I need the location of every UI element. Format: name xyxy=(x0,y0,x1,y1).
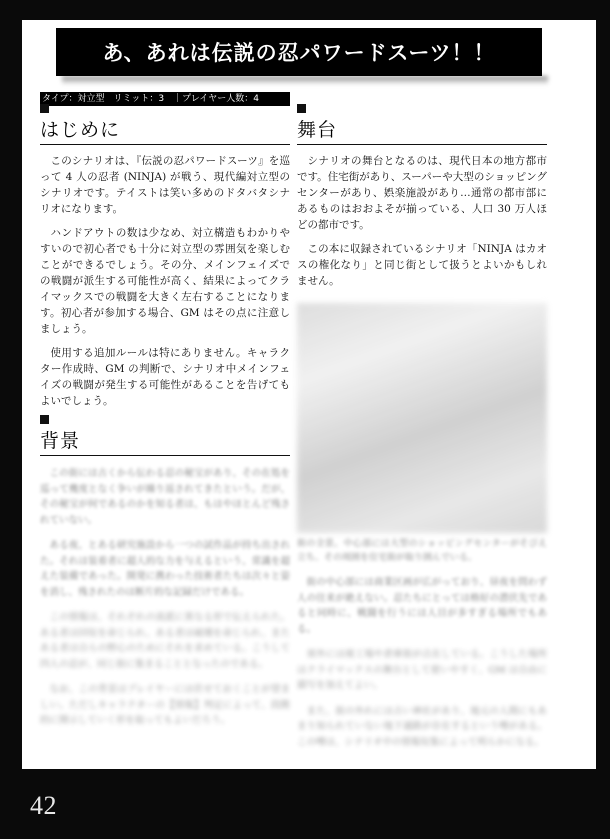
page-frame-top xyxy=(0,0,610,20)
background-body-4: なお、この背景はプレイヤーには伏せておくことが望ましい。ただしキャラクターの【情報】判定によって、段階的に開示していく形を取ってもよいだろう。 xyxy=(40,684,290,726)
background-body-1: この街には古くから伝わる忍の秘宝があり、その在処を巡って幾度となく争いが繰り返されてきたという。だが、その秘宝が何であるのかを知る者は、もはやほとんど残されていない。 xyxy=(40,468,290,526)
stage-body-1: 街の中心部には商業区画が広がっており、昼夜を問わず人の往来が絶えない。忍たちにとっては格好の潜伏先であると同時に、戦闘を行うには人目が多すぎる場所でもある。 xyxy=(297,577,547,635)
section-heading-intro: はじめに xyxy=(40,115,290,145)
background-body-3: この情報は、それぞれの流派に異なる形で伝えられた。ある者は回収を命じられ、ある者は破壊を命じられ、またある者は自らの野心のためにそれを求めている。こうして四人の忍が、同じ街に集まることとなったのである。 xyxy=(40,612,290,670)
stage-body-3: また、街の外れには古い神社があり、地元の人間にもあまり知られていない地下通路が存在するという噂がある。この噂は、シナリオ中の情報収集によって明らかになる。 xyxy=(297,705,547,748)
section-marker-icon xyxy=(40,104,49,113)
stage-body-2: 郊外には廃工場や倉庫街が点在している。こうした場所はクライマックスの舞台として使いやすく、GM は自由に描写を加えてよい。 xyxy=(297,649,547,691)
intro-paragraph-2: ハンドアウトの数は少なめ、対立構造もわかりやすいので初心者でも十分に対立型の雰囲気を楽しむことができるでしょう。その分、メインフェイズでの戦闘が派生する可能性が高く、結果によってクライマックスでの戦闘を大きく左右することになります。初心者が参加する場合、GM はその点に注意しましょう。 xyxy=(40,227,290,335)
page-title: あ、あれは伝説の忍パワードスーツ！！ xyxy=(56,28,542,76)
page-frame-right xyxy=(596,0,610,839)
right-column xyxy=(297,104,547,760)
page-number: 42 xyxy=(30,791,57,820)
section-marker-icon-stage xyxy=(297,104,306,113)
stage-illustration-caption: 街の全景。中心部には大型のショッピングセンターがそびえ立ち、その周囲を住宅街が取り囲んでいる。 xyxy=(297,539,547,563)
scenario-meta-strip: タイプ：対立型 リミット：3 ｜プレイヤー人数：4 xyxy=(40,92,290,106)
title-banner-shadow xyxy=(62,76,548,85)
stage-paragraph-1: シナリオの舞台となるのは、現代日本の地方都市です。住宅街があり、スーパーや大型のショッピングセンターがあり、娯楽施設があり…通常の都市部にあるものはおおよそが揃っている、人口 30 万人ほどの都市です。 xyxy=(297,155,547,231)
section-marker-icon-background xyxy=(40,415,49,424)
page-frame-bottom xyxy=(0,769,610,839)
background-body-2: ある夜、とある研究施設から一つの試作品が持ち出された。それは装着者に超人的な力を与えるという、常識を超えた装備であった。開発に携わった技術者たちは次々と姿を消し、残されたのは断片的な記録だけである。 xyxy=(40,540,290,598)
intro-paragraph-3: 使用する追加ルールは特にありません。キャラクター作成時、GM の判断で、シナリオ中メインフェイズの戦闘が発生する可能性があることを告げてもよいでしょう。 xyxy=(40,347,290,407)
page-frame-left xyxy=(0,0,22,839)
section-heading-stage: 舞台 xyxy=(297,115,547,145)
intro-paragraph-1: このシナリオは、『伝説の忍パワードスーツ』を巡って 4 人の忍者 (NINJA) が戦う、現代編対立型のシナリオです。テイストは笑い多めのドタバタシナリオになります。 xyxy=(40,155,290,215)
stage-illustration xyxy=(297,303,547,533)
section-heading-background: 背景 xyxy=(40,426,290,456)
left-column xyxy=(40,104,290,738)
stage-paragraph-2: この本に収録されているシナリオ「NINJA はカオスの権化なり」と同じ街として扱うとよいかもしれません。 xyxy=(297,243,547,287)
